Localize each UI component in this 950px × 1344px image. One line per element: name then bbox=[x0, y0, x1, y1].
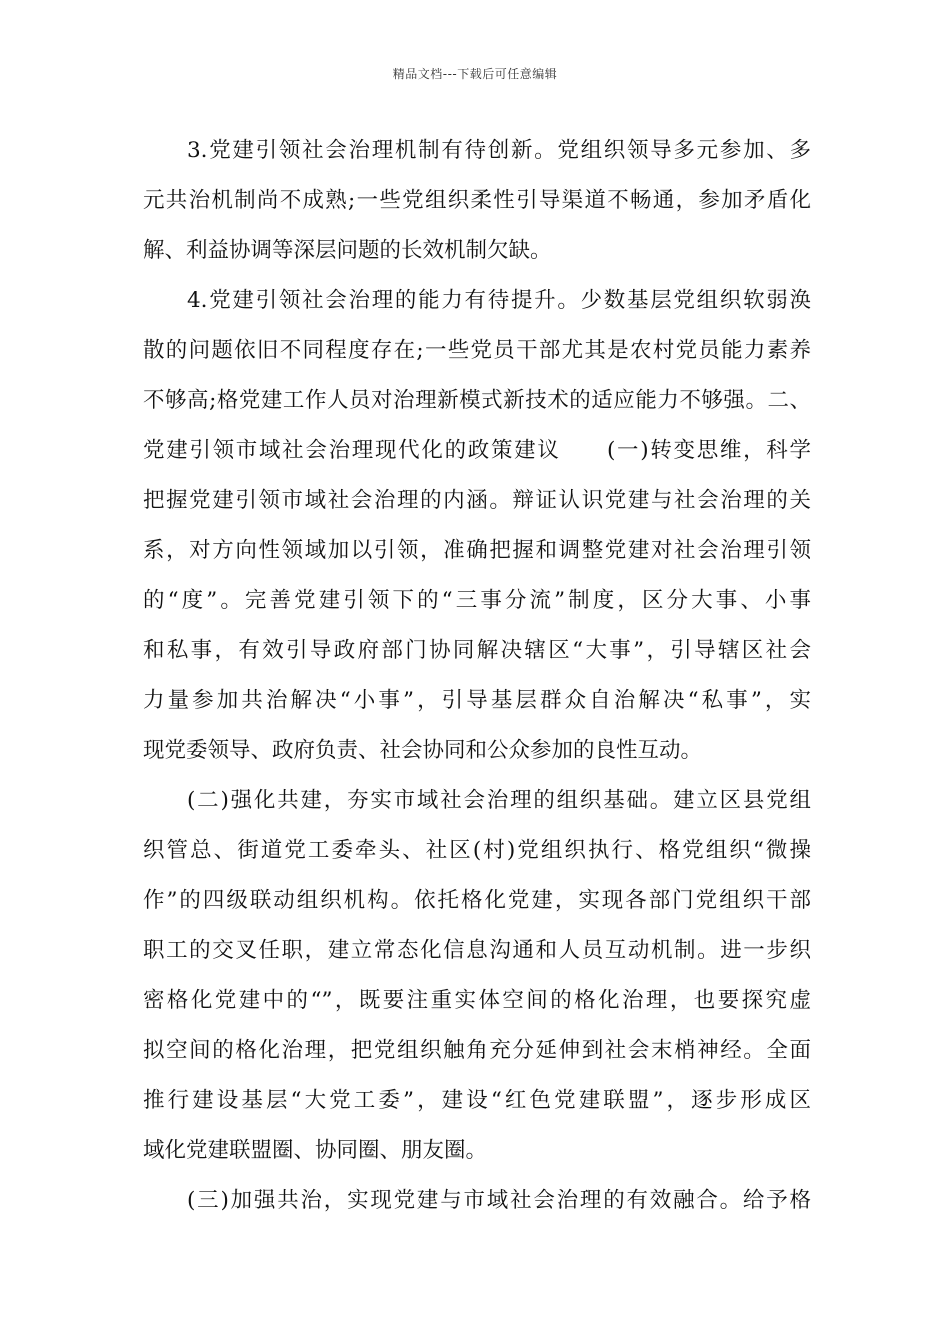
paragraph-line: 织管总、街道党工委牵头、社区(村)党组织执行、格党组织“微操 bbox=[143, 838, 811, 863]
paragraph-line: 3.党建引领社会治理机制有待创新。党组织领导多元参加、多 bbox=[187, 138, 811, 163]
paragraph-line: 把握党建引领市域社会治理的内涵。辩证认识党建与社会治理的关 bbox=[143, 488, 811, 513]
paragraph-line: 力量参加共治解决“小事”，引导基层群众自治解决“私事”，实 bbox=[143, 688, 811, 713]
paragraph-line: 党建引领市域社会治理现代化的政策建议 (一)转变思维，科学 bbox=[143, 438, 811, 463]
paragraph-line: 域化党建联盟圈、协同圈、朋友圈。 bbox=[143, 1138, 488, 1163]
paragraph-line: 解、利益协调等深层问题的长效机制欠缺。 bbox=[143, 238, 552, 263]
paragraph-line: 和私事，有效引导政府部门协同解决辖区“大事”，引导辖区社会 bbox=[143, 638, 811, 663]
paragraph-line: 推行建设基层“大党工委”，建设“红色党建联盟”，逐步形成区 bbox=[143, 1088, 811, 1113]
paragraph-line: 作”的四级联动组织机构。依托格化党建，实现各部门党组织干部 bbox=[143, 888, 811, 913]
paragraph-line: 的“度”。完善党建引领下的“三事分流”制度，区分大事、小事 bbox=[143, 588, 811, 613]
paragraph-line: (三)加强共治，实现党建与市域社会治理的有效融合。给予格 bbox=[187, 1188, 811, 1213]
document-body bbox=[143, 126, 811, 1226]
paragraph-line: 元共治机制尚不成熟;一些党组织柔性引导渠道不畅通，参加矛盾化 bbox=[143, 188, 811, 213]
paragraph-line: 不够高;格党建工作人员对治理新模式新技术的适应能力不够强。二、 bbox=[143, 388, 811, 413]
paragraph-line: (二)强化共建，夯实市域社会治理的组织基础。建立区县党组 bbox=[187, 788, 811, 813]
paragraph-line: 4.党建引领社会治理的能力有待提升。少数基层党组织软弱涣 bbox=[187, 288, 811, 313]
paragraph-line: 拟空间的格化治理，把党组织触角充分延伸到社会末梢神经。全面 bbox=[143, 1038, 811, 1063]
paragraph-line: 密格化党建中的“”，既要注重实体空间的格化治理，也要探究虚 bbox=[143, 988, 811, 1013]
paragraph-line: 散的问题依旧不同程度存在;一些党员干部尤其是农村党员能力素养 bbox=[143, 338, 811, 363]
paragraph-line: 职工的交叉任职，建立常态化信息沟通和人员互动机制。进一步织 bbox=[143, 938, 811, 963]
page-header: 精品文档---下载后可任意编辑 bbox=[392, 67, 558, 81]
paragraph-line: 系，对方向性领域加以引领，准确把握和调整党建对社会治理引领 bbox=[143, 538, 811, 563]
paragraph-line: 现党委领导、政府负责、社会协同和公众参加的良性互动。 bbox=[143, 738, 703, 763]
